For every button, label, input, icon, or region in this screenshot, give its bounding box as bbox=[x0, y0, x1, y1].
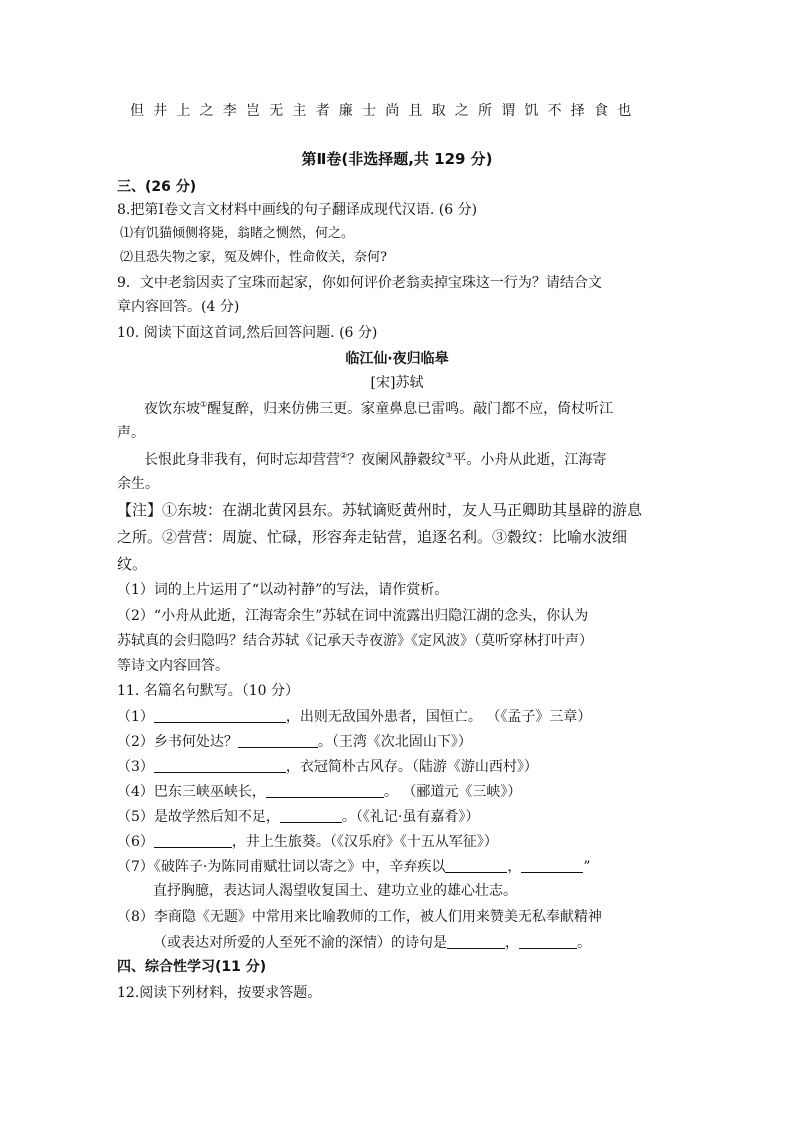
q11-item-1: （1） ，出则无敌国外患者，国恒亡。 （《孟子》三章） bbox=[117, 709, 592, 725]
answer-blank[interactable] bbox=[519, 935, 577, 949]
answer-blank[interactable] bbox=[521, 859, 583, 873]
q11-item-8-line-2: （或表达对所爱的人至死不渝的深情）的诗句是 ， 。 bbox=[153, 935, 591, 951]
q8-sentence-1: ⑴有饥猫倾侧将毙，翁睹之恻然，何之。 bbox=[120, 226, 355, 241]
poem-stanza-1-line-2: 声。 bbox=[117, 425, 145, 441]
q11-stem: 11. 名篇名句默写。（10 分） bbox=[117, 683, 299, 699]
q11-item-5: （5）是故学然后知不足， 。（《礼记·虽有嘉肴》） bbox=[117, 809, 480, 825]
q11-item-2: （2）乡书何处达？ 。（王湾《次北固山下》） bbox=[117, 734, 472, 750]
part-title: 第Ⅱ卷(非选择题,共 129 分) bbox=[301, 150, 493, 168]
q10-sub-2-line-2: 苏轼真的会归隐吗？结合苏轼《记承天寺夜游》《定风波》（莫听穿林打叶声） bbox=[117, 633, 593, 649]
q9-line-1: 9．文中老翁因卖了宝珠而起家，你如何评价老翁卖掉宝珠这一行为？请结合文 bbox=[117, 275, 602, 291]
q12-stem: 12.阅读下列材料，按要求答题。 bbox=[117, 985, 322, 1001]
q10-sub-2-line-3: 等诗文内容回答。 bbox=[117, 658, 229, 674]
section-4-heading: 四、综合性学习(11 分) bbox=[117, 959, 267, 975]
q11-item-4: （4）巴东三峡巫峡长， 。 （郦道元《三峡》） bbox=[117, 784, 522, 800]
q11-item-6: （6） ，井上生旅葵。（《汉乐府》《十五从军征》） bbox=[117, 834, 498, 850]
q9-line-2: 章内容回答。(4 分) bbox=[117, 299, 240, 315]
poem-stanza-1-line-1: 夜饮东坡①醒复醉，归来仿佛三更。家童鼻息已雷鸣。敲门都不应，倚杖听江 bbox=[144, 400, 614, 417]
answer-blank[interactable] bbox=[154, 834, 232, 848]
q11-item-8-line-1: （8）李商隐《无题》中常用来比喻教师的工作，被人们用来赞美无私奉献精神 bbox=[117, 909, 602, 925]
q11-item-7-line-2: 直抒胸臆，表达词人渴望收复国土、建功立业的雄心壮志。 bbox=[153, 883, 517, 899]
answer-blank[interactable] bbox=[154, 759, 286, 773]
answer-blank[interactable] bbox=[445, 859, 507, 873]
q11-item-7-line-1: （7）《破阵子·为陈同甫赋壮词以寄之》中，辛弃疾以 ， ” bbox=[117, 859, 591, 875]
poem-title: 临江仙·夜归临皋 bbox=[345, 351, 449, 367]
note-line-3: 纹。 bbox=[117, 555, 148, 573]
poem-stanza-2-line-1: 长恨此身非我有，何时忘却营营②？夜阑风静縠纹③平。小舟从此逝，江海寄 bbox=[144, 451, 607, 468]
answer-blank[interactable] bbox=[447, 935, 505, 949]
poem-stanza-2-line-2: 余生。 bbox=[117, 476, 159, 492]
note-line-2: 之所。②营营：周旋、忙碌，形容奔走钻营，追逐名利。③縠纹：比喻水波细 bbox=[117, 528, 628, 546]
note-line-1: 【注】①东坡：在湖北黄冈县东。苏轼谪贬黄州时，友人马正卿助其垦辟的游息 bbox=[117, 501, 643, 519]
section-3-heading: 三、(26 分) bbox=[117, 179, 197, 195]
answer-blank[interactable] bbox=[280, 809, 342, 823]
poem-author: [宋]苏轼 bbox=[370, 375, 424, 391]
q10-sub-1: （1）词的上片运用了“以动衬静”的写法，请作赏析。 bbox=[117, 582, 449, 598]
q10-sub-2-line-1: （2）“小舟从此逝，江海寄余生”苏轼在词中流露出归隐江湖的念头，你认为 bbox=[117, 608, 589, 624]
classical-text-line: 但井上之李岂无主者廉士尚且取之所谓饥不择食也 bbox=[130, 103, 641, 119]
answer-blank[interactable] bbox=[266, 784, 384, 798]
q10-stem: 10. 阅读下面这首词,然后回答问题. (6 分) bbox=[117, 325, 378, 341]
q11-item-3: （3） ，衣冠简朴古风存。（陆游《游山西村》） bbox=[117, 759, 538, 775]
answer-blank[interactable] bbox=[154, 709, 286, 723]
answer-blank[interactable] bbox=[238, 734, 318, 748]
q8-stem: 8.把第Ⅰ卷文言文材料中画线的句子翻译成现代汉语. (6 分) bbox=[117, 202, 478, 218]
q8-sentence-2: ⑵且恐失物之家，冤及婢仆，性命攸关，奈何? bbox=[120, 250, 387, 265]
